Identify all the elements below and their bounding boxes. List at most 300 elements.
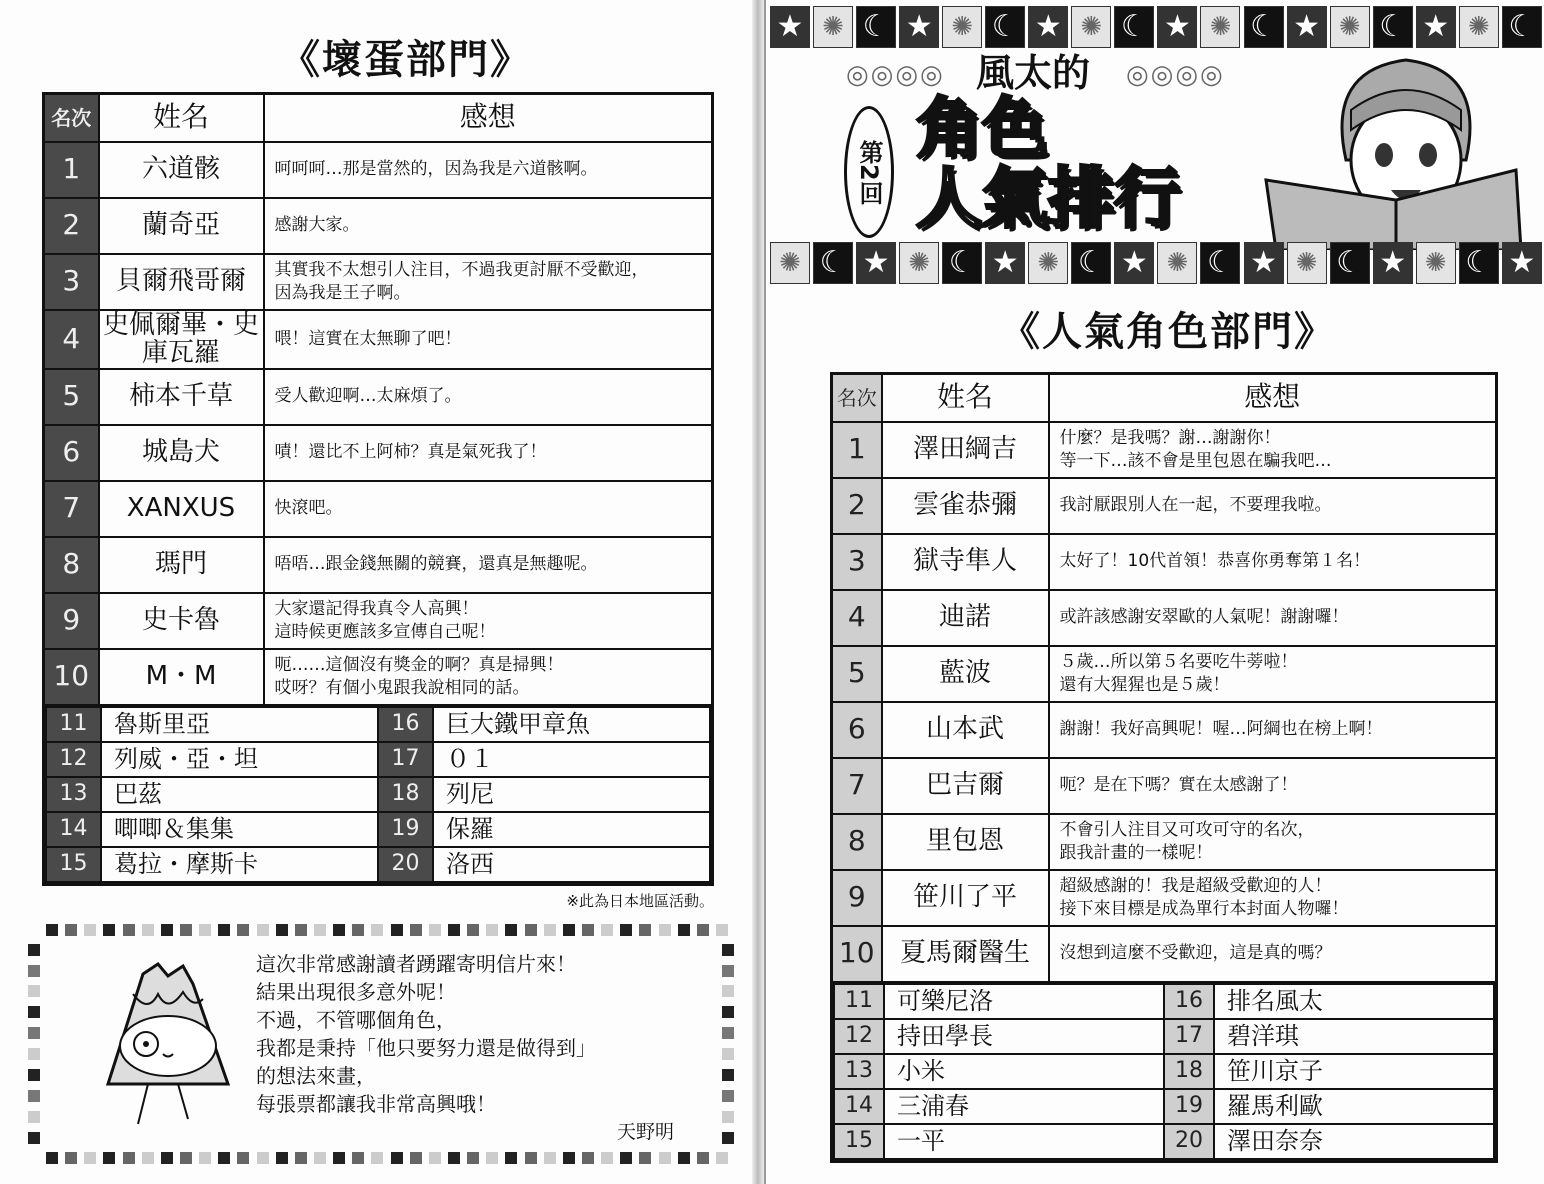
character-name: 巨大鐵甲章魚 bbox=[433, 707, 710, 742]
popular-ranking-table bbox=[830, 372, 1498, 1163]
border-square bbox=[697, 924, 709, 936]
character-name: 可樂尼洛 bbox=[884, 984, 1164, 1019]
comment-line: 等一下…該不會是里包恩在騙我吧… bbox=[1059, 450, 1332, 471]
character-name: 迪諾 bbox=[882, 590, 1049, 646]
character-name: 碧洋琪 bbox=[1214, 1019, 1494, 1054]
popular-content-stack bbox=[830, 372, 1498, 1163]
border-square bbox=[716, 924, 728, 936]
border-square bbox=[371, 924, 383, 936]
border-square bbox=[142, 924, 154, 936]
moon-icon: ☾ bbox=[1330, 242, 1370, 284]
ranking-row bbox=[44, 537, 713, 593]
rank-header: 名次 bbox=[832, 374, 882, 422]
comment-line: 沒想到這麼不受歡迎，這是真的嗎？ bbox=[1059, 943, 1332, 964]
character-name: 洛西 bbox=[433, 847, 710, 882]
character-name: 史卡魯 bbox=[99, 593, 264, 649]
character-comment bbox=[1049, 478, 1497, 534]
rank-number: 5 bbox=[832, 646, 882, 702]
ranking-row bbox=[832, 870, 1497, 926]
ranking-row bbox=[44, 198, 713, 254]
rank-number: 13 bbox=[46, 777, 101, 812]
border-square bbox=[722, 944, 734, 956]
border-square bbox=[218, 1152, 230, 1164]
border-square bbox=[333, 1152, 345, 1164]
dotted-border-bottom bbox=[46, 1152, 728, 1164]
rank-number: 4 bbox=[44, 310, 99, 369]
ranking-row bbox=[44, 593, 713, 649]
lower-ranks-table bbox=[833, 983, 1495, 1160]
lower-ranks-row bbox=[832, 982, 1497, 1162]
border-square bbox=[333, 924, 345, 936]
sun-icon: ✺ bbox=[1330, 6, 1370, 48]
name-header: 姓名 bbox=[882, 374, 1049, 422]
sun-icon: ✺ bbox=[1287, 242, 1327, 284]
lower-ranks-table bbox=[45, 706, 711, 883]
ranking-row bbox=[44, 425, 713, 481]
ranking-row bbox=[46, 742, 710, 777]
character-comment bbox=[1049, 590, 1497, 646]
ranking-row bbox=[832, 478, 1497, 534]
character-name: 柿本千草 bbox=[99, 369, 264, 425]
character-comment bbox=[264, 537, 713, 593]
border-square bbox=[582, 1152, 594, 1164]
rank-number: 2 bbox=[44, 198, 99, 254]
border-square bbox=[486, 924, 498, 936]
border-square bbox=[295, 1152, 307, 1164]
moon-icon: ☾ bbox=[942, 242, 982, 284]
character-comment bbox=[1049, 758, 1497, 814]
character-comment bbox=[1049, 646, 1497, 702]
comment-line: 跟我計畫的一樣呢！ bbox=[1059, 842, 1213, 863]
character-name: 六道骸 bbox=[99, 142, 264, 198]
decorative-tile-border-top bbox=[766, 6, 1544, 52]
star-icon: ★ bbox=[899, 6, 939, 48]
swirl-decoration-right: ◎◎◎◎ bbox=[1126, 60, 1225, 90]
ranking-row bbox=[46, 777, 710, 812]
moon-icon: ☾ bbox=[856, 6, 896, 48]
rank-number: 8 bbox=[832, 814, 882, 870]
border-square bbox=[161, 924, 173, 936]
character-name: 巴吉爾 bbox=[882, 758, 1049, 814]
moon-icon: ☾ bbox=[985, 6, 1025, 48]
character-name: 瑪門 bbox=[99, 537, 264, 593]
lower-ranks-cell bbox=[44, 705, 713, 885]
right-page bbox=[764, 0, 1544, 1184]
character-comment bbox=[264, 254, 713, 310]
character-name: 葛拉・摩斯卡 bbox=[101, 847, 378, 882]
message-line: 我都是秉持「他只要努力還是做得到」 bbox=[256, 1035, 596, 1060]
character-comment bbox=[1049, 870, 1497, 926]
character-name: 貝爾飛哥爾 bbox=[99, 254, 264, 310]
border-square bbox=[505, 924, 517, 936]
border-square bbox=[722, 1069, 734, 1081]
rank-number: 6 bbox=[832, 702, 882, 758]
rank-number: 16 bbox=[378, 707, 433, 742]
rank-number: 11 bbox=[46, 707, 101, 742]
rank-number: 19 bbox=[1164, 1089, 1214, 1124]
rank-number: 16 bbox=[1164, 984, 1214, 1019]
ranking-row bbox=[832, 814, 1497, 870]
rank-number: 14 bbox=[834, 1089, 884, 1124]
ranking-row bbox=[832, 646, 1497, 702]
moon-icon: ☾ bbox=[1244, 6, 1284, 48]
sun-icon: ✺ bbox=[899, 242, 939, 284]
rank-number: 7 bbox=[44, 481, 99, 537]
sun-icon: ✺ bbox=[770, 242, 810, 284]
region-note: ※此為日本地區活動。 bbox=[566, 891, 714, 910]
author-message bbox=[256, 950, 596, 1118]
border-square bbox=[722, 1027, 734, 1039]
comment-header: 感想 bbox=[1049, 374, 1497, 422]
comment-line: 其實我不太想引人注目，不過我更討厭不受歡迎， bbox=[274, 259, 649, 280]
border-square bbox=[295, 924, 307, 936]
character-comment bbox=[264, 198, 713, 254]
comment-line: 太好了！10代首領！恭喜你勇奪第１名！ bbox=[1059, 551, 1371, 572]
border-square bbox=[722, 1111, 734, 1123]
star-icon: ★ bbox=[1244, 242, 1284, 284]
border-square bbox=[722, 1006, 734, 1018]
border-square bbox=[65, 1152, 77, 1164]
character-name: 小米 bbox=[884, 1054, 1164, 1089]
border-square bbox=[697, 1152, 709, 1164]
comment-line: 呃……這個沒有獎金的啊？真是掃興！ bbox=[274, 654, 564, 675]
swirl-decoration-left: ◎◎◎◎ bbox=[846, 60, 945, 90]
header-title-line1: 角色 bbox=[916, 90, 1048, 167]
character-comment bbox=[1049, 926, 1497, 982]
sun-icon: ✺ bbox=[1071, 6, 1111, 48]
star-icon: ★ bbox=[985, 242, 1025, 284]
rank-number: 11 bbox=[834, 984, 884, 1019]
rank-number: 9 bbox=[832, 870, 882, 926]
ranking-row bbox=[834, 1089, 1494, 1124]
border-square bbox=[563, 924, 575, 936]
ranking-row bbox=[832, 422, 1497, 478]
border-square bbox=[180, 924, 192, 936]
rank-number: 17 bbox=[378, 742, 433, 777]
border-square bbox=[352, 1152, 364, 1164]
character-name: 藍波 bbox=[882, 646, 1049, 702]
border-square bbox=[722, 985, 734, 997]
character-name: 持田學長 bbox=[884, 1019, 1164, 1054]
comment-line: 呃？是在下嗎？實在太感謝了！ bbox=[1059, 775, 1298, 796]
comment-line: 不會引人注目又可攻可守的名次， bbox=[1059, 819, 1315, 840]
ranking-row bbox=[832, 926, 1497, 982]
character-name: 巴茲 bbox=[101, 777, 378, 812]
border-square bbox=[314, 1152, 326, 1164]
comment-line: 大家還記得我真令人高興！ bbox=[274, 598, 479, 619]
border-square bbox=[180, 1152, 192, 1164]
border-square bbox=[276, 1152, 288, 1164]
border-square bbox=[65, 924, 77, 936]
character-name: 排名風太 bbox=[1214, 984, 1494, 1019]
ranking-row bbox=[46, 847, 710, 882]
lower-ranks-row bbox=[44, 705, 713, 885]
rank-number: 17 bbox=[1164, 1019, 1214, 1054]
border-square bbox=[28, 1090, 40, 1102]
border-square bbox=[218, 924, 230, 936]
character-comment bbox=[1049, 534, 1497, 590]
character-name: ０１ bbox=[433, 742, 710, 777]
message-line: 的想法來畫， bbox=[256, 1063, 376, 1088]
rank-number: 9 bbox=[44, 593, 99, 649]
ranking-row bbox=[832, 534, 1497, 590]
sun-icon: ✺ bbox=[1459, 6, 1499, 48]
border-square bbox=[28, 944, 40, 956]
author-message-box bbox=[28, 924, 734, 1164]
star-icon: ★ bbox=[1416, 6, 1456, 48]
name-header: 姓名 bbox=[99, 94, 264, 142]
character-name: 笹川京子 bbox=[1214, 1054, 1494, 1089]
character-name: 雲雀恭彌 bbox=[882, 478, 1049, 534]
rank-number: 8 bbox=[44, 537, 99, 593]
ranking-row bbox=[46, 812, 710, 847]
rank-number: 2 bbox=[832, 478, 882, 534]
character-name: 羅馬利歐 bbox=[1214, 1089, 1494, 1124]
border-square bbox=[391, 924, 403, 936]
border-square bbox=[28, 1111, 40, 1123]
ranking-row bbox=[44, 254, 713, 310]
character-comment bbox=[264, 425, 713, 481]
border-square bbox=[28, 965, 40, 977]
rank-number: 3 bbox=[832, 534, 882, 590]
comment-line: 還有大猩猩也是５歲！ bbox=[1059, 674, 1230, 695]
character-name: 里包恩 bbox=[882, 814, 1049, 870]
moon-icon: ☾ bbox=[813, 242, 853, 284]
border-square bbox=[525, 924, 537, 936]
border-square bbox=[391, 1152, 403, 1164]
border-square bbox=[352, 924, 364, 936]
border-square bbox=[639, 924, 651, 936]
border-square bbox=[142, 1152, 154, 1164]
character-name: XANXUS bbox=[99, 481, 264, 537]
border-square bbox=[84, 924, 96, 936]
star-icon: ★ bbox=[1157, 6, 1197, 48]
border-square bbox=[678, 1152, 690, 1164]
ranking-row bbox=[44, 369, 713, 425]
comment-line: 我討厭跟別人在一起，不要理我啦。 bbox=[1059, 495, 1332, 516]
border-square bbox=[659, 1152, 671, 1164]
character-name: 一平 bbox=[884, 1124, 1164, 1159]
border-square bbox=[505, 1152, 517, 1164]
comment-line: 因為我是王子啊。 bbox=[274, 282, 411, 303]
rank-number: 20 bbox=[378, 847, 433, 882]
character-comment bbox=[1049, 702, 1497, 758]
border-square bbox=[563, 1152, 575, 1164]
border-square bbox=[722, 965, 734, 977]
border-square bbox=[123, 1152, 135, 1164]
character-comment bbox=[1049, 814, 1497, 870]
moon-icon: ☾ bbox=[1071, 242, 1111, 284]
comment-line: 快滾吧。 bbox=[274, 498, 343, 519]
border-square bbox=[276, 924, 288, 936]
rank-number: 12 bbox=[46, 742, 101, 777]
character-name: 魯斯里亞 bbox=[101, 707, 378, 742]
comment-line: 呵呵呵…那是當然的，因為我是六道骸啊。 bbox=[274, 159, 598, 180]
moon-icon: ☾ bbox=[1502, 6, 1542, 48]
comment-line: 唔唔…跟金錢無關的競賽，還真是無趣呢。 bbox=[274, 554, 598, 575]
rank-number: 3 bbox=[44, 254, 99, 310]
fuuta-reading-illustration bbox=[1256, 50, 1536, 250]
comment-line: 受人歡迎啊…太麻煩了。 bbox=[274, 386, 462, 407]
dotted-border-top bbox=[46, 924, 728, 936]
ranking-row bbox=[832, 590, 1497, 646]
ranking-row bbox=[832, 758, 1497, 814]
border-square bbox=[601, 924, 613, 936]
comment-line: ５歲…所以第５名要吃牛蒡啦！ bbox=[1059, 651, 1298, 672]
rank-number: 19 bbox=[378, 812, 433, 847]
star-icon: ★ bbox=[1287, 6, 1327, 48]
border-square bbox=[601, 1152, 613, 1164]
border-square bbox=[123, 924, 135, 936]
rank-number: 14 bbox=[46, 812, 101, 847]
border-square bbox=[486, 1152, 498, 1164]
ranking-row bbox=[44, 481, 713, 537]
comment-line: 感謝大家。 bbox=[274, 215, 360, 236]
sun-icon: ✺ bbox=[1416, 242, 1456, 284]
border-square bbox=[620, 1152, 632, 1164]
ranking-row bbox=[832, 702, 1497, 758]
border-square bbox=[722, 1090, 734, 1102]
issue-badge: 第2回 bbox=[844, 106, 894, 238]
star-icon: ★ bbox=[1114, 242, 1154, 284]
comment-line: 謝謝！我好高興呢！喔…阿綱也在榜上啊！ bbox=[1059, 719, 1383, 740]
border-square bbox=[46, 1152, 58, 1164]
character-comment bbox=[264, 142, 713, 198]
villain-ranking-table bbox=[42, 92, 714, 886]
border-square bbox=[525, 1152, 537, 1164]
border-square bbox=[448, 1152, 460, 1164]
border-square bbox=[722, 1048, 734, 1060]
dotted-border-left bbox=[28, 944, 40, 1144]
book-gutter bbox=[752, 0, 764, 1184]
ranking-row bbox=[834, 1019, 1494, 1054]
rank-number: 10 bbox=[44, 649, 99, 705]
character-comment bbox=[264, 481, 713, 537]
rank-number: 18 bbox=[1164, 1054, 1214, 1089]
border-square bbox=[28, 1048, 40, 1060]
character-comment bbox=[264, 649, 713, 705]
border-square bbox=[28, 1006, 40, 1018]
rank-number: 12 bbox=[834, 1019, 884, 1054]
character-name: 獄寺隼人 bbox=[882, 534, 1049, 590]
rank-number: 13 bbox=[834, 1054, 884, 1089]
border-square bbox=[544, 1152, 556, 1164]
border-square bbox=[429, 924, 441, 936]
comment-header: 感想 bbox=[264, 94, 713, 142]
border-square bbox=[237, 924, 249, 936]
sun-icon: ✺ bbox=[1028, 242, 1068, 284]
message-line: 結果出現很多意外呢！ bbox=[256, 979, 456, 1004]
comment-line: 這時候更應該多宣傳自己呢！ bbox=[274, 621, 496, 642]
star-icon: ★ bbox=[1028, 6, 1068, 48]
character-name: 夏馬爾醫生 bbox=[882, 926, 1049, 982]
comment-line: 喂！這實在太無聊了吧！ bbox=[274, 328, 462, 349]
rank-number: 15 bbox=[834, 1124, 884, 1159]
ranking-row bbox=[44, 310, 713, 369]
mountain-mascot-illustration bbox=[88, 954, 238, 1134]
moon-icon: ☾ bbox=[1200, 242, 1240, 284]
message-line: 每張票都讓我非常高興哦！ bbox=[256, 1091, 496, 1116]
character-comment bbox=[264, 310, 713, 369]
sun-icon: ✺ bbox=[1157, 242, 1197, 284]
border-square bbox=[257, 924, 269, 936]
ranking-row bbox=[44, 142, 713, 198]
character-name: 保羅 bbox=[433, 812, 710, 847]
border-square bbox=[371, 1152, 383, 1164]
border-square bbox=[620, 924, 632, 936]
character-name: 唧唧＆集集 bbox=[101, 812, 378, 847]
star-icon: ★ bbox=[1373, 242, 1413, 284]
star-icon: ★ bbox=[770, 6, 810, 48]
ranking-row bbox=[46, 707, 710, 742]
ranking-row bbox=[44, 649, 713, 705]
moon-icon: ☾ bbox=[1459, 242, 1499, 284]
comment-line: 什麼？是我嗎？謝…謝謝你！ bbox=[1059, 427, 1281, 448]
border-square bbox=[467, 924, 479, 936]
border-square bbox=[659, 924, 671, 936]
border-square bbox=[84, 1152, 96, 1164]
popular-section-title: 《人氣角色部門》 bbox=[1000, 309, 1336, 355]
border-square bbox=[237, 1152, 249, 1164]
border-square bbox=[103, 924, 115, 936]
sun-icon: ✺ bbox=[942, 6, 982, 48]
moon-icon: ☾ bbox=[1114, 6, 1154, 48]
rank-header: 名次 bbox=[44, 94, 99, 142]
table-header-row bbox=[44, 94, 713, 142]
border-square bbox=[678, 924, 690, 936]
character-comment bbox=[264, 369, 713, 425]
border-square bbox=[28, 985, 40, 997]
author-signature: 天野明 bbox=[616, 1120, 674, 1143]
border-square bbox=[448, 924, 460, 936]
border-square bbox=[467, 1152, 479, 1164]
character-name: 澤田奈奈 bbox=[1214, 1124, 1494, 1159]
border-square bbox=[314, 924, 326, 936]
rank-number: 1 bbox=[832, 422, 882, 478]
comment-line: 接下來目標是成為單行本封面人物囉！ bbox=[1059, 898, 1349, 919]
star-icon: ★ bbox=[1502, 242, 1542, 284]
comment-line: 哎呀？有個小鬼跟我說相同的話。 bbox=[274, 677, 530, 698]
sun-icon: ✺ bbox=[813, 6, 853, 48]
ranking-row bbox=[834, 1124, 1494, 1159]
border-square bbox=[103, 1152, 115, 1164]
border-square bbox=[639, 1152, 651, 1164]
ranking-row bbox=[834, 984, 1494, 1019]
rank-number: 1 bbox=[44, 142, 99, 198]
border-square bbox=[257, 1152, 269, 1164]
dotted-border-right bbox=[722, 944, 734, 1144]
border-square bbox=[46, 924, 58, 936]
sun-icon: ✺ bbox=[1200, 6, 1240, 48]
border-square bbox=[410, 1152, 422, 1164]
rank-number: 5 bbox=[44, 369, 99, 425]
villain-content-stack bbox=[42, 92, 714, 1164]
character-name: 三浦春 bbox=[884, 1089, 1164, 1124]
character-name: 蘭奇亞 bbox=[99, 198, 264, 254]
moon-icon: ☾ bbox=[1373, 6, 1413, 48]
decorative-tile-border-bottom bbox=[766, 242, 1544, 288]
character-name: 列尼 bbox=[433, 777, 710, 812]
rank-number: 10 bbox=[832, 926, 882, 982]
border-square bbox=[410, 924, 422, 936]
comment-line: 嘖！還比不上阿柿？真是氣死我了！ bbox=[274, 442, 547, 463]
border-square bbox=[28, 1027, 40, 1039]
header-prefix: 風太的 bbox=[976, 51, 1091, 95]
character-name: 澤田綱吉 bbox=[882, 422, 1049, 478]
header-title-line2: 人氣排行 bbox=[916, 160, 1180, 237]
border-square bbox=[429, 1152, 441, 1164]
rank-number: 7 bbox=[832, 758, 882, 814]
